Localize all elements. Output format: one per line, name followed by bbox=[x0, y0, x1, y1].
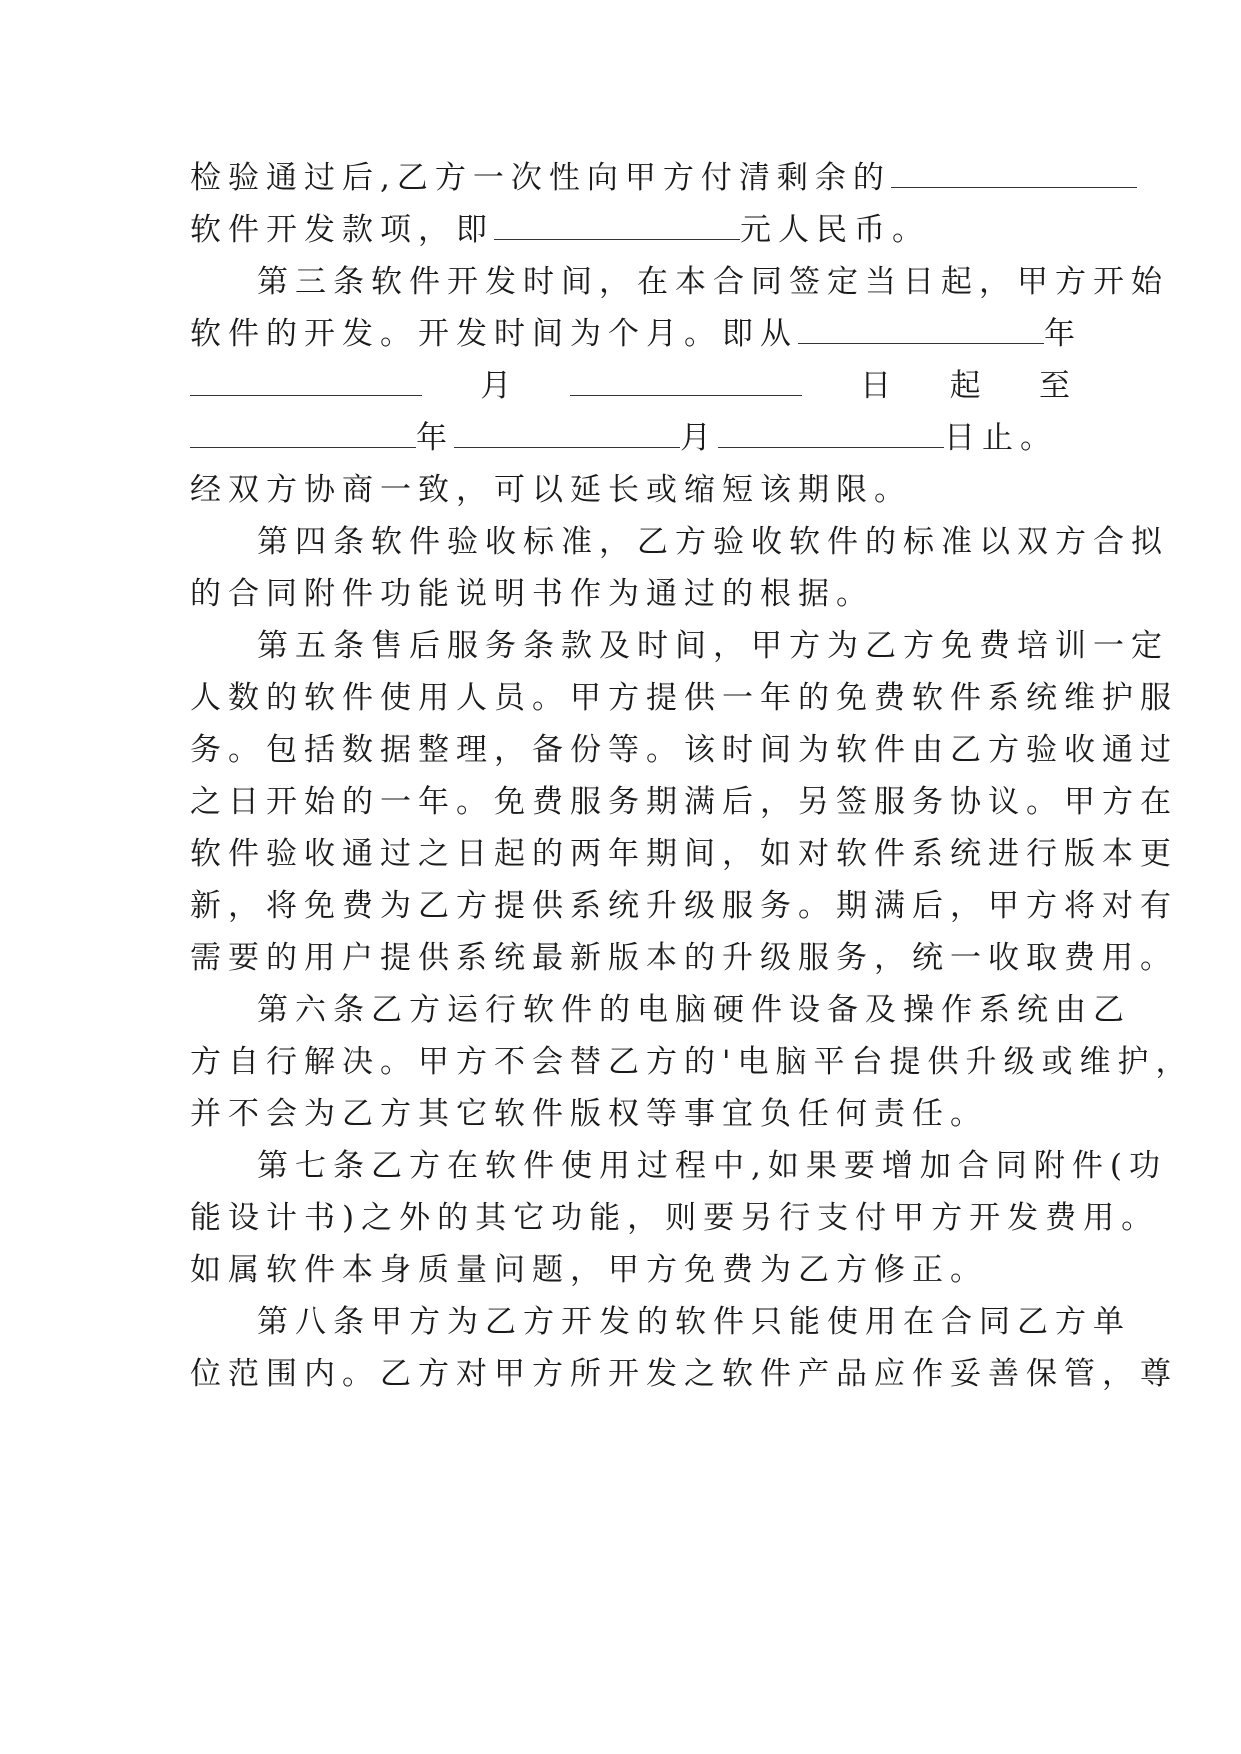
text-line: 之日开始的一年。免费服务期满后，另签服务协议。甲方在 bbox=[190, 784, 1178, 820]
text-line: 方自行解决。甲方不会替乙方的'电脑平台提供升级或维护， bbox=[190, 1044, 1194, 1080]
fill-blank bbox=[190, 423, 416, 448]
text-line: 软件的开发。开发时间为个月。即从 年 bbox=[190, 316, 1082, 352]
fill-blank bbox=[454, 423, 680, 448]
text-line: 新，将免费为乙方提供系统升级服务。期满后，甲方将对有 bbox=[190, 888, 1178, 924]
fill-blank bbox=[798, 319, 1044, 344]
text-line: 务。包括数据整理，备份等。该时间为软件由乙方验收通过 bbox=[190, 732, 1178, 768]
text-line: 人数的软件使用人员。甲方提供一年的免费软件系统维护服 bbox=[190, 680, 1178, 716]
article-7-heading-line: 第七条乙方在软件使用过程中,如果要增加合同附件(功 bbox=[257, 1148, 1167, 1184]
text-line: 能设计书)之外的其它功能，则要另行支付甲方开发费用。 bbox=[190, 1200, 1160, 1236]
article-8-heading-line: 第八条甲方为乙方开发的软件只能使用在合同乙方单 bbox=[257, 1304, 1131, 1340]
fill-blank bbox=[891, 163, 1137, 188]
fill-blank bbox=[494, 215, 740, 240]
article-5-heading-line: 第五条售后服务条款及时间，甲方为乙方免费培训一定 bbox=[257, 628, 1169, 664]
article-6-heading-line: 第六条乙方运行软件的电脑硬件设备及操作系统由乙 bbox=[257, 992, 1131, 1028]
text-line: 需要的用户提供系统最新版本的升级服务，统一收取费用。 bbox=[190, 940, 1178, 976]
fill-blank bbox=[570, 371, 802, 396]
text-line: 并不会为乙方其它软件版权等事宜负任何责任。 bbox=[190, 1096, 988, 1132]
text-line: 检验通过后,乙方一次性向甲方付清剩余的 bbox=[190, 158, 1070, 198]
text-line: 的合同附件功能说明书作为通过的根据。 bbox=[190, 576, 874, 612]
fill-blank bbox=[718, 423, 944, 448]
text-line: 软件开发款项，即 元人民币。 bbox=[190, 212, 930, 248]
date-line: 年 月 日止。 bbox=[190, 418, 1070, 458]
article-4-heading-line: 第四条软件验收标准，乙方验收软件的标准以双方合拟 bbox=[257, 524, 1169, 560]
fill-blank bbox=[190, 371, 422, 396]
text-line: 经双方协商一致，可以延长或缩短该期限。 bbox=[190, 472, 912, 508]
article-3-heading-line: 第三条软件开发时间，在本合同签定当日起，甲方开始 bbox=[257, 264, 1169, 300]
text-line: 软件验收通过之日起的两年期间，如对软件系统进行版本更 bbox=[190, 836, 1178, 872]
date-line: 月 日 起 至 bbox=[190, 366, 1070, 406]
text-line: 如属软件本身质量问题，甲方免费为乙方修正。 bbox=[190, 1252, 988, 1288]
text-line: 位范围内。乙方对甲方所开发之软件产品应作妥善保管，尊 bbox=[190, 1356, 1178, 1392]
